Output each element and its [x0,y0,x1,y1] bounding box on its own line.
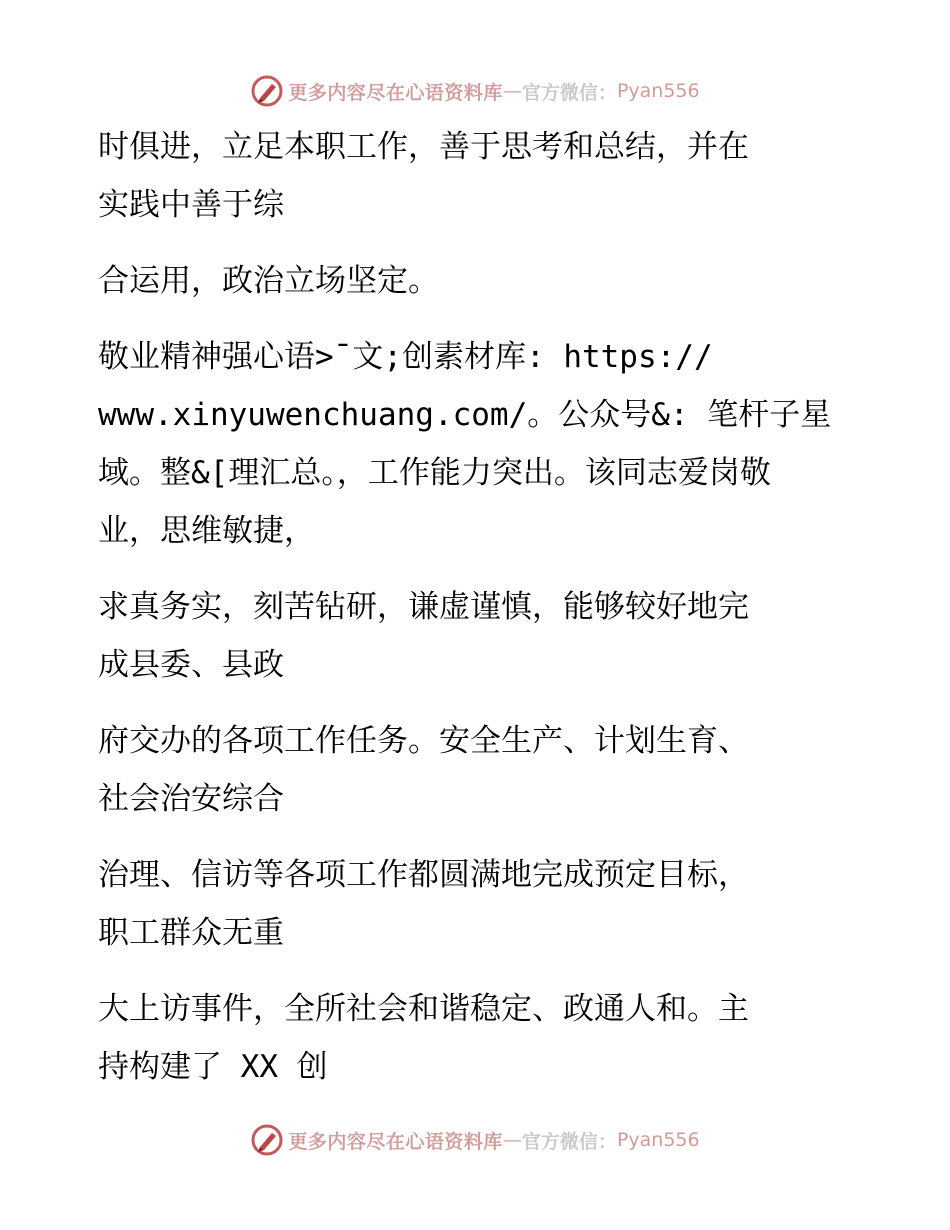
text-line: 实践中善于综 [98,187,284,223]
text-line: 持构建了 XX 创 [98,1049,328,1085]
banner-dash: — [502,1129,522,1151]
text-line: 时俱进，立足本职工作，善于思考和总结，并在 [98,129,749,165]
banner-title: 更多内容尽在心语资料库 [288,1130,503,1153]
document-body [98,118,858,1096]
paragraph [98,846,858,962]
header-watermark-banner [0,71,950,111]
text-line: 成县委、县政 [98,647,284,683]
text-line: www.xinyuwenchuang.com/。公众号&: 笔杆子星 [98,397,832,433]
text-line: 合运用，政治立场坚定。 [98,263,439,299]
paragraph [98,578,858,694]
footer-watermark-banner [0,1120,950,1160]
paragraph [98,118,858,234]
pen-logo-icon [250,74,284,108]
text-line: 大上访事件，全所社会和谐稳定、政通人和。主 [98,991,749,1027]
paragraph [98,328,858,560]
text-line: 业，思维敏捷， [98,513,315,549]
text-line: 治理、信访等各项工作都圆满地完成预定目标， [98,857,749,893]
text-line: 社会治安综合 [98,781,284,817]
paragraph [98,252,858,310]
pen-logo-icon [250,1123,284,1157]
paragraph [98,980,858,1096]
text-line: 域。整&[理汇总。，工作能力突出。该同志爱岗敬 [98,455,771,491]
banner-wechat-label: 官方微信： [521,81,617,104]
banner-dash: — [502,80,522,102]
text-line: 府交办的各项工作任务。安全生产、计划生育、 [98,723,749,759]
banner-wechat-label: 官方微信： [521,1130,617,1153]
banner-wechat-id: Pyan556 [616,80,700,102]
banner-title: 更多内容尽在心语资料库 [288,81,503,104]
text-line: 求真务实，刻苦钻研，谦虚谨慎，能够较好地完 [98,589,749,625]
text-line: 职工群众无重 [98,915,284,951]
banner-wechat-id: Pyan556 [616,1129,700,1151]
text-line: 敬业精神强心语>¯文;创素材库: https:// [98,339,713,375]
paragraph [98,712,858,828]
